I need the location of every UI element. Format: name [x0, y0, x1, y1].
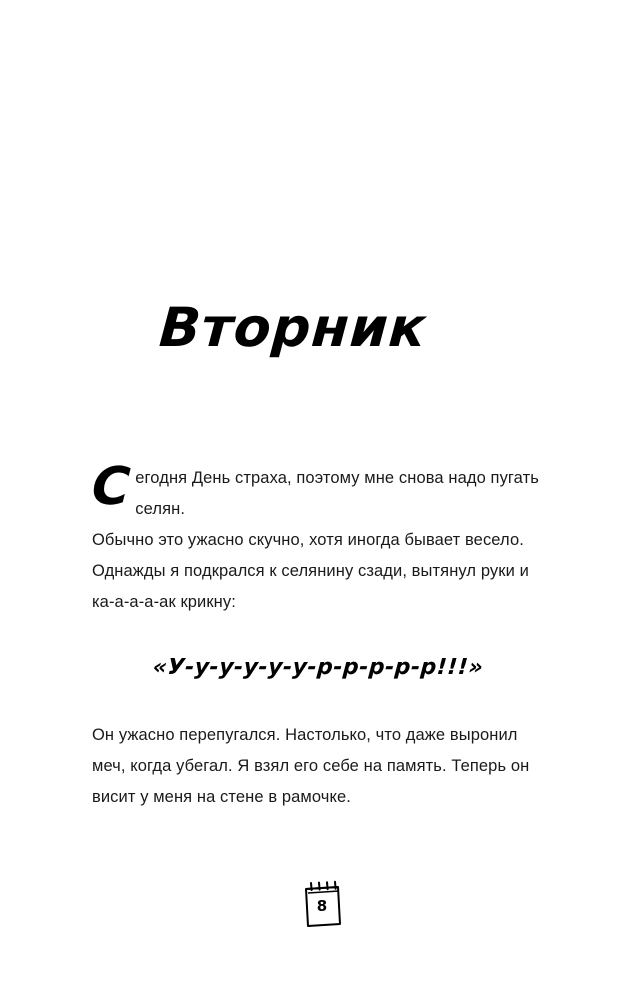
paragraph-3: Он ужасно перепугался. Настолько, что даже выронил меч, когда убегал. Я взял его себе на память. Теперь он висит у меня на стене в рамочке.: [92, 726, 530, 806]
shout-line: «У-у-у-у-у-у-р-р-р-р-р!!!»: [151, 655, 485, 680]
chapter-title: Вторник: [157, 296, 429, 359]
paragraph-1-text: егодня День страха, поэтому мне снова надо пугать селян.: [135, 469, 539, 518]
paragraph-1: [90, 457, 544, 525]
paragraph-2: Обычно это ужасно скучно, хотя иногда бывает весело. Однажды я подкрался к селянину сзади, вытянул руки и ка-а-а-а-ак крикну:: [92, 531, 529, 611]
page-footer: [0, 880, 644, 928]
notepad-icon: [299, 880, 345, 928]
drop-cap: С: [90, 457, 132, 517]
page-number: 8: [316, 896, 328, 915]
body-text-block: [90, 457, 544, 618]
